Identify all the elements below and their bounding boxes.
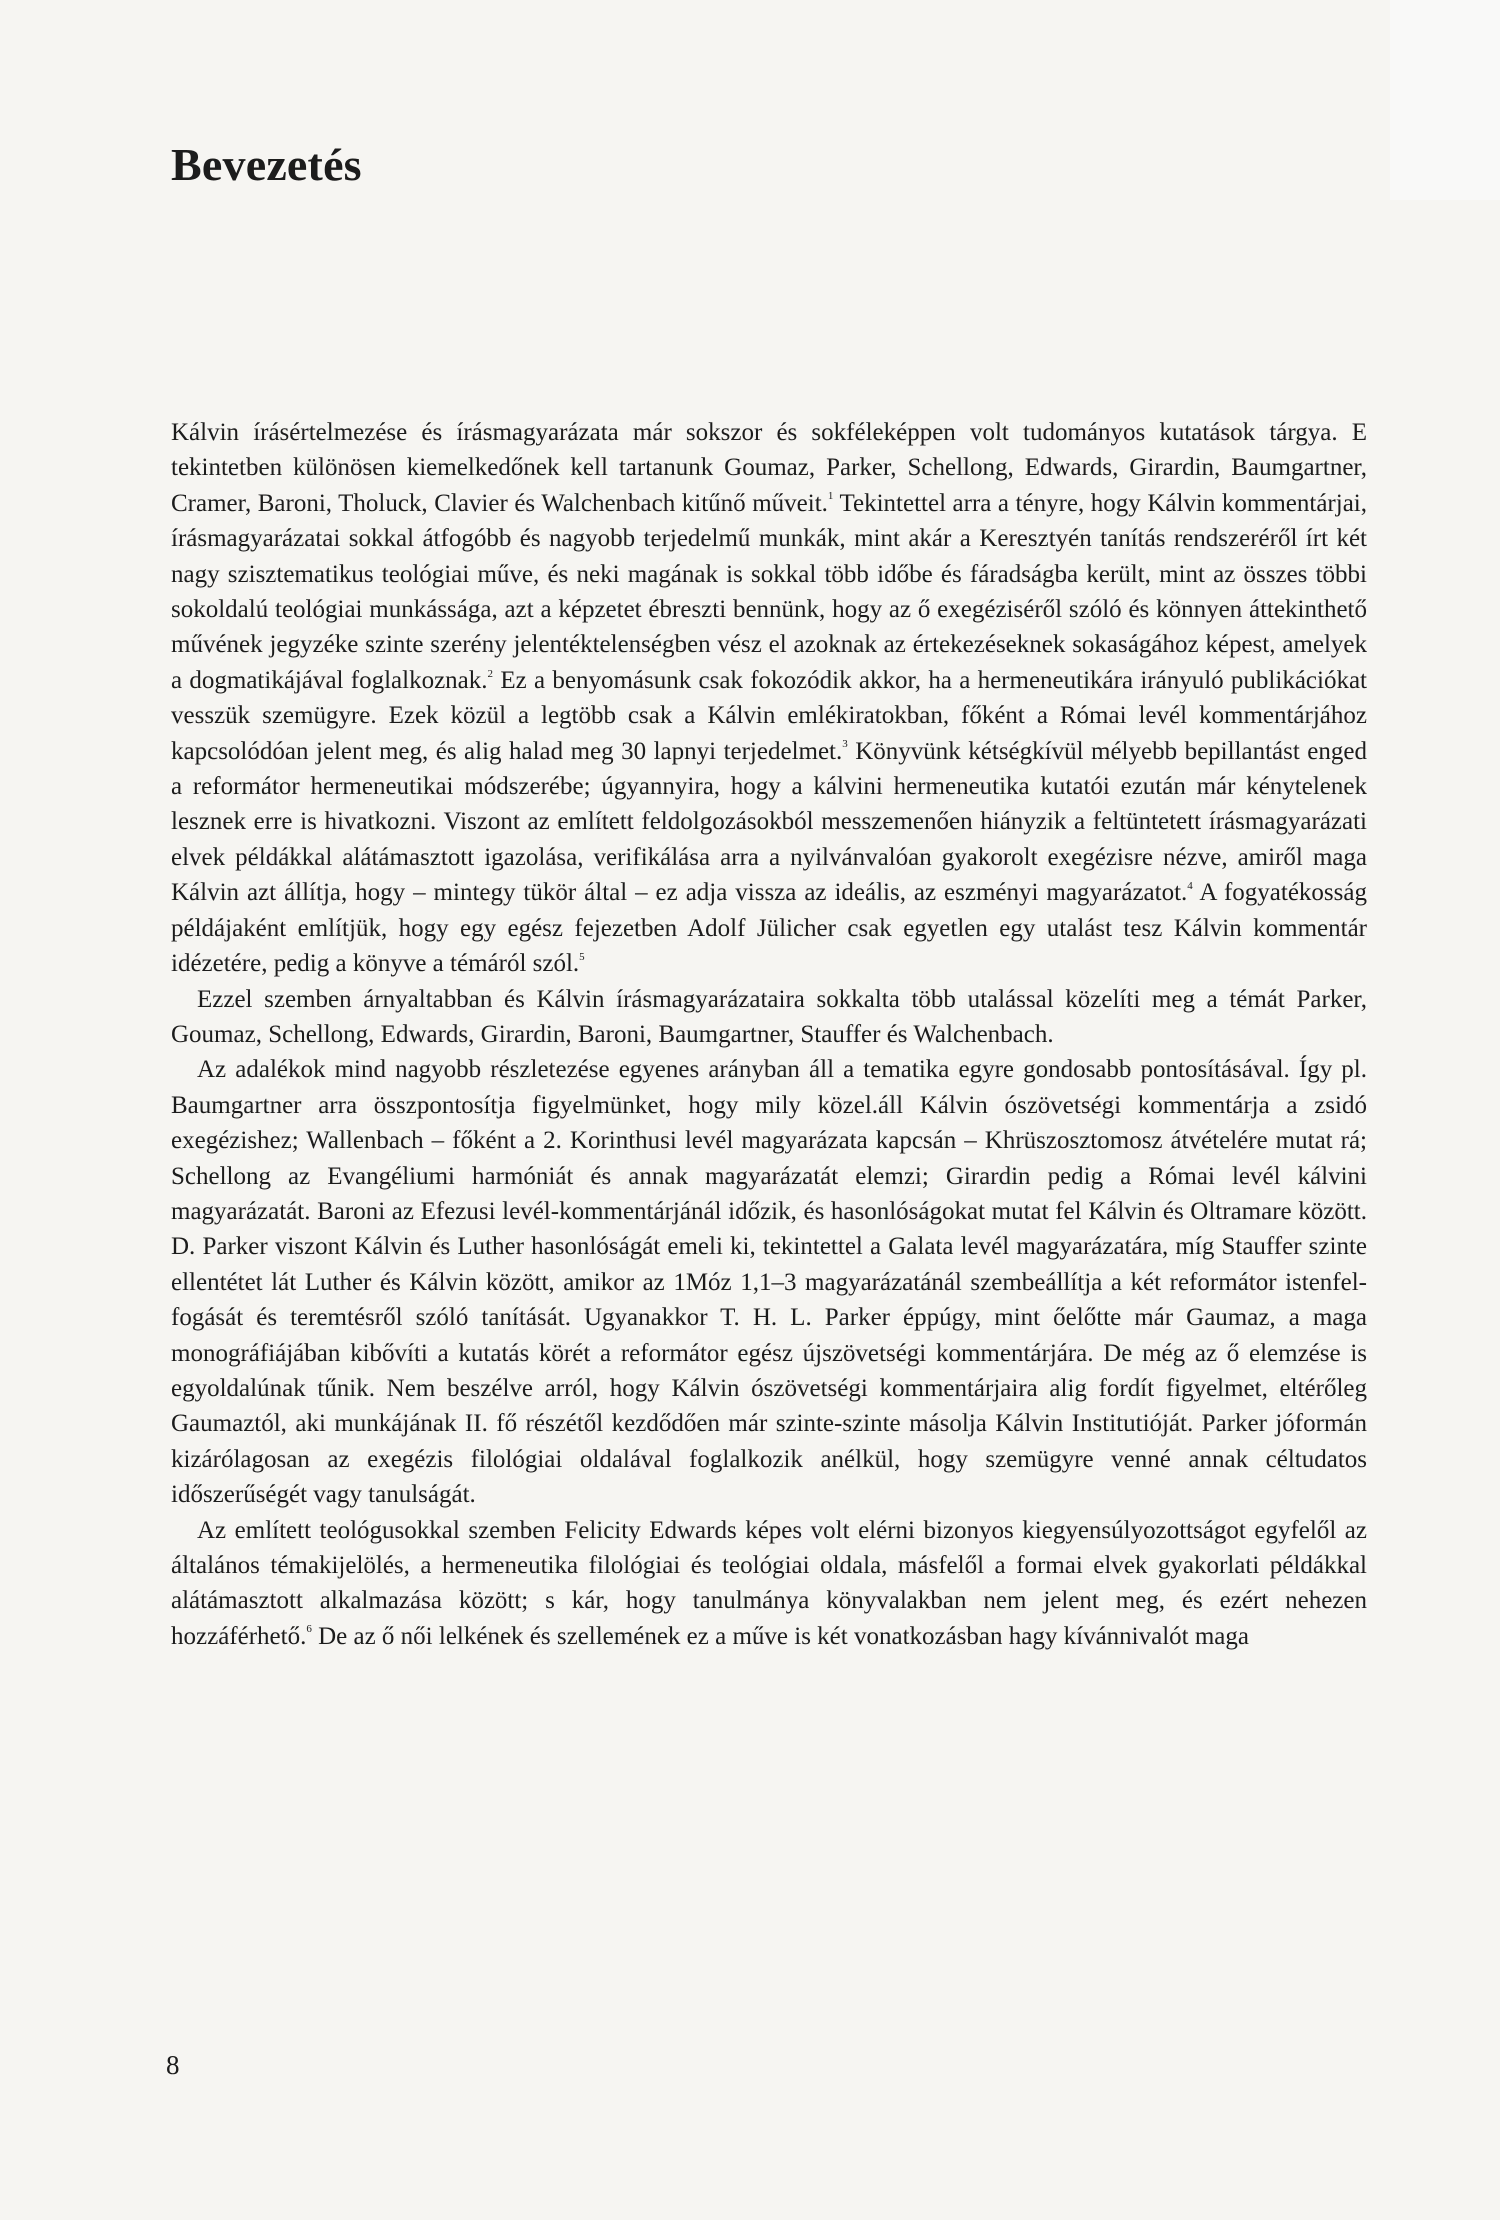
page-title: Bevezetés — [171, 139, 362, 190]
footnote-marker: 2 — [487, 667, 494, 680]
paragraph-text: Tekintettel arra a tényre, hogy Kálvin kommentárjai, írásmagyarázatai sokkal átfogóbb és nagyobb terjedelmű munkák, mint akár a Keresztyén tanítás rendszeréről írt két nagy szisztematikus teológiai műve, és neki magának is sokkal több időbe és fáradságba került, mint az összes többi sokoldalú teológiai munkássága, azt a képzetet ébreszti bennünk, hogy az ő exegéziséről szóló és könnyen áttekinthető művének jegyzéke szinte szerény jelentéktelenségben vész el azoknak az értekezéseknek sokaságához képest, amelyek a dogmatikájával foglalkoznak. — [171, 489, 1367, 694]
paragraph-text: A fogyatékosság példájaként említjük, hogy egy egész fejezetben Adolf Jülicher csak egyetlen egy utalást tesz Kálvin kommentár idézetére, pedig a könyve a témáról szól. — [171, 879, 1367, 978]
paragraph-text: Az említett teológusokkal szemben Felicity Edwards képes volt elérni bizonyos kiegyensúlyozottságot egyfelől az általános témakijelölés, a hermeneutika filológiai és teológiai oldala, másfelől a formai elvek gyakorlati példákkal alátámasztott alkalmazása között; s kár, hogy tanulmánya könyvalakban nem jelent meg, és ezért nehezen hozzáférhető. — [171, 1516, 1367, 1650]
paragraph-text: Kálvin írásértelmezése és írásmagyarázata már sokszor és sokféleképpen volt tudományos kutatások tárgya. E tekintetben különösen kiemelkedőnek kell tartanunk Goumaz, Parker, Schellong, Edwards, Girardin, Baumgartner, Cramer, Baroni, Tholuck, Clavier és Walchenbach kitűnő műveit. — [171, 419, 1367, 517]
body-text — [171, 415, 1367, 1654]
footnote-marker: 5 — [579, 950, 585, 963]
paragraph — [171, 415, 1367, 982]
paragraph-text: Ez a benyomásunk csak fokozódik akkor, ha a hermeneutikára irányuló publikációkat vesszük szemügyre. Ezek közül a legtöbb csak a Kálvin emlékiratokban, főként a Római levél kommentárjához kapcsolódóan jelent meg, és alig halad meg 30 lapnyi terjedelmet. — [171, 666, 1368, 765]
footnote-marker: 3 — [842, 738, 848, 751]
footnote-marker: 4 — [1187, 879, 1193, 892]
paragraph-text: Könyvünk kétségkívül mélyebb bepillantást enged a reformátor hermeneutikai módszerébe; úgyannyira, hogy a kálvini hermeneutika kutatói ezután már kénytelenek lesznek erre is hivatkozni. Viszont az említett feldolgozásokból messzemenően hiányzik a feltüntetett írásmagyarázati elvek példákkal alátámasztott igazolása, verifikálása arra a nyilvánvalóan gyakorolt exegézisre nézve, amiről maga Kálvin azt állítja, hogy – mintegy tükör által – ez adja vissza az ideális, az eszményi magyarázatot. — [171, 737, 1367, 907]
paragraph-text: Ezzel szemben árnyaltabban és Kálvin írásmagyarázataira sokkalta több utalással közelíti meg a témát Parker, Goumaz, Schellong, Edwards, Girardin, Baroni, Baumgartner, Stauffer és Walchenbach. — [171, 985, 1367, 1048]
paragraph-text: De az ő női lelkének és szellemének ez a műve is két vonatkozásban hagy kívánnivalót maga — [311, 1622, 1249, 1650]
paragraph-text: Az adalékok mind nagyobb részletezése egyenes arányban áll a tematika egyre gondosabb pontosításával. Így pl. Baumgartner arra összpontosítja figyelmünket, hogy mily közel.áll Kálvin ószövetségi kommentárja a zsidó exegézishez; Wallenbach – főként a 2. Korinthusi levél magyarázata kapcsán – Khrüszosztomosz átvételére mutat rá; Schellong az Evangéliumi harmóniát és annak magyarázatát elemzi; Girardin pedig a Római levél kálvini magyarázatát. Baroni az Efezusi levél-kommentárjánál időzik, és hasonlóságokat mutat fel Kálvin és Oltramare között. D. Parker viszont Kálvin és Luther hasonlóságát emeli ki, tekintettel a Galata levél magyarázatára, míg Stauffer szinte ellentétet lát Luther és Kálvin között, amikor az 1Móz 1,1–3 magyarázatánál szembeállítja a két reformátor istenfelfogását és teremtésről szóló tanítását. Ugyanakkor T. H. L. Parker éppúgy, mint őelőtte már Gaumaz, a maga monográfiájában kibővíti a kutatás körét a reformátor egész újszövetségi kommentárjára. De még az ő elemzése is egyoldalúnak tűnik. Nem beszélve arról, hogy Kálvin ószövetségi kommentárjaira alig fordít figyelmet, eltérőleg Gaumaztól, aki munkájának II. fő részétől kezdődően már szinte-szinte másolja Kálvin Institutióját. Parker jóformán kizárólagosan az exegézis filológiai oldalával foglalkozik anélkül, hogy szemügyre venné annak céltudatos időszerűségét vagy tanulságát. — [171, 1056, 1367, 1509]
page-corner-shade — [1390, 0, 1500, 200]
footnote-marker: 1 — [827, 490, 834, 503]
paragraph — [171, 1513, 1367, 1655]
page-number: 8 — [166, 2050, 180, 2080]
footnote-marker: 6 — [306, 1623, 312, 1636]
paragraph — [171, 1052, 1367, 1512]
paragraph — [171, 982, 1367, 1053]
